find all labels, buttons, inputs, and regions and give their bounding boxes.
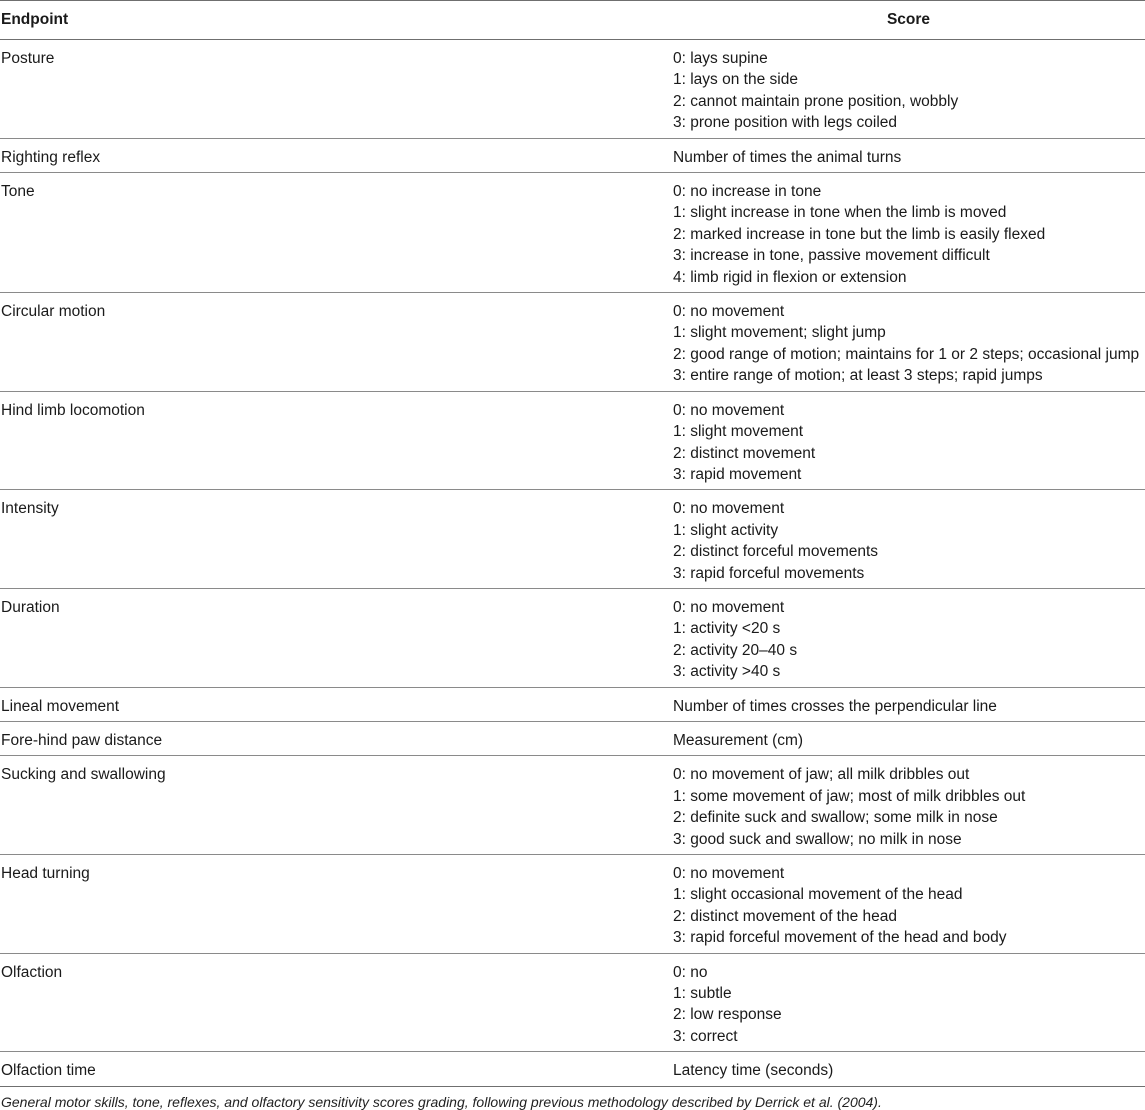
endpoint-cell: Hind limb locomotion: [0, 391, 672, 490]
score-cell: [672, 391, 1145, 490]
endpoint-cell: Duration: [0, 588, 672, 687]
endpoint-cell: Righting reflex: [0, 138, 672, 172]
score-line: 3: entire range of motion; at least 3 steps; rapid jumps: [673, 367, 1043, 385]
score-cell: [672, 721, 1145, 755]
score-line: 1: activity <20 s: [673, 620, 781, 638]
score-line: 0: no movement: [673, 500, 785, 518]
table-row: [0, 687, 1145, 721]
table-row: [0, 588, 1145, 687]
score-line: 1: subtle: [673, 985, 732, 1003]
score-line: 1: slight activity: [673, 521, 779, 539]
score-line: 0: lays supine: [673, 50, 768, 67]
score-line: 3: rapid movement: [673, 465, 802, 483]
score-line: 2: cannot maintain prone position, wobbly: [673, 92, 959, 110]
header-score: Score: [672, 1, 1145, 40]
endpoint-cell: Circular motion: [0, 293, 672, 392]
score-line: 2: distinct movement of the head: [673, 907, 898, 925]
table-header-row: [0, 1, 1145, 40]
score-line: 4: limb rigid in flexion or extension: [673, 268, 907, 286]
score-line: 2: good range of motion; maintains for 1 or 2 steps; occasional jump: [673, 345, 1140, 363]
score-line: 3: activity >40 s: [673, 663, 781, 681]
endpoint-cell: Head turning: [0, 855, 672, 954]
score-line: 3: increase in tone, passive movement difficult: [673, 247, 990, 265]
score-line: 3: prone position with legs coiled: [673, 114, 898, 132]
endpoint-cell: Posture: [0, 40, 672, 139]
score-line: 1: slight increase in tone when the limb is moved: [673, 204, 1007, 222]
table-body: [0, 40, 1145, 1087]
score-line: 2: distinct forceful movements: [673, 543, 879, 561]
score-line: 2: marked increase in tone but the limb is easily flexed: [673, 225, 1046, 243]
table-row: [0, 40, 1145, 139]
score-line: 0: no: [673, 963, 708, 981]
score-line: 0: no movement of jaw; all milk dribbles out: [673, 766, 970, 784]
score-line: 2: distinct movement: [673, 444, 816, 462]
endpoint-cell: Tone: [0, 173, 672, 293]
score-cell: [672, 40, 1145, 139]
table-row: [0, 855, 1145, 954]
score-line: 0: no movement: [673, 865, 785, 882]
score-line: 1: slight movement: [673, 423, 804, 441]
score-line: 3: correct: [673, 1027, 738, 1045]
score-line: 1: slight movement; slight jump: [673, 324, 886, 342]
score-line: Number of times the animal turns: [673, 148, 902, 166]
score-line: 1: some movement of jaw; most of milk dribbles out: [673, 787, 1026, 805]
endpoint-cell: Lineal movement: [0, 687, 672, 721]
table-row: [0, 721, 1145, 755]
score-line: 2: definite suck and swallow; some milk in nose: [673, 809, 998, 827]
score-line: 3: good suck and swallow; no milk in nose: [673, 830, 962, 848]
score-line: Number of times crosses the perpendicular line: [673, 697, 997, 715]
score-cell: [672, 953, 1145, 1052]
score-line: 1: lays on the side: [673, 71, 798, 89]
score-line: 0: no movement: [673, 401, 785, 419]
table-row: [0, 173, 1145, 293]
endpoint-cell: Intensity: [0, 490, 672, 589]
score-line: 2: activity 20–40 s: [673, 641, 798, 659]
endpoint-cell: Fore-hind paw distance: [0, 721, 672, 755]
score-cell: [672, 588, 1145, 687]
score-line: 3: rapid forceful movements: [673, 564, 865, 582]
score-cell: [672, 173, 1145, 293]
table-caption: General motor skills, tone, reflexes, and olfactory sensitivity scores grading, following previous methodology described by Derrick et al. (2004).: [1, 1093, 882, 1110]
score-line: 0: no movement: [673, 598, 785, 616]
score-line: 0: no increase in tone: [673, 183, 822, 201]
table-row: [0, 953, 1145, 1052]
endpoint-cell: Sucking and swallowing: [0, 756, 672, 855]
score-line: 2: low response: [673, 1006, 782, 1024]
table-row: [0, 293, 1145, 392]
score-line: Measurement (cm): [673, 731, 804, 749]
score-cell: [672, 756, 1145, 855]
endpoint-cell: Olfaction: [0, 953, 672, 1052]
score-cell: [672, 293, 1145, 392]
score-line: 1: slight occasional movement of the head: [673, 886, 963, 904]
score-cell: [672, 855, 1145, 954]
table-row: [0, 391, 1145, 490]
table-row: [0, 490, 1145, 589]
score-line: 3: rapid forceful movement of the head and body: [673, 929, 1007, 947]
endpoint-cell: Olfaction time: [0, 1052, 672, 1086]
score-line: 0: no movement: [673, 303, 785, 321]
score-cell: [672, 490, 1145, 589]
score-line: Latency time (seconds): [673, 1062, 834, 1080]
score-cell: [672, 1052, 1145, 1086]
table-row: [0, 756, 1145, 855]
header-endpoint: Endpoint: [0, 1, 672, 40]
table-row: [0, 138, 1145, 172]
score-cell: [672, 687, 1145, 721]
score-cell: [672, 138, 1145, 172]
table-row: [0, 1052, 1145, 1086]
